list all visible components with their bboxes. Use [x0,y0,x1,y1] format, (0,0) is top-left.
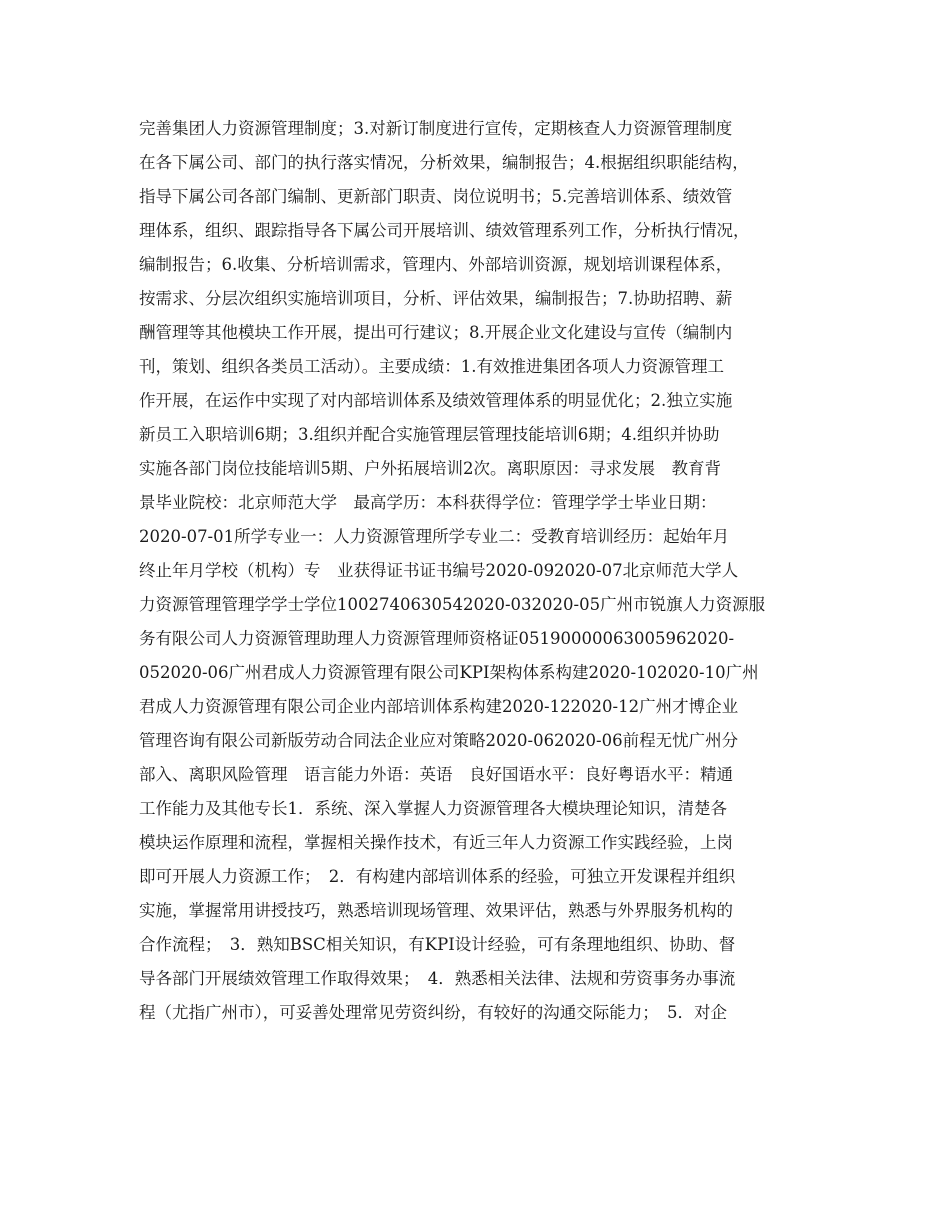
text-line-9: 作开展，在运作中实现了对内部培训体系及绩效管理体系的明显优化；2.独立实施 [139,391,733,410]
text-line-25: 合作流程； 3．熟知BSC相关知识，有KPI设计经验，可有条理地组织、协助、督 [139,935,736,954]
text-line-1: 完善集团人力资源管理制度；3.对新订制度进行宣传，定期核查人力资源管理制度 [139,119,733,138]
text-line-15: 力资源管理管理学学士学位1002740630542020-032020-05广州市锐旗人力资源服 [139,595,766,614]
text-line-7: 酬管理等其他模块工作开展，提出可行建议；8.开展企业文化建设与宣传（编制内 [139,323,733,342]
text-line-10: 新员工入职培训6期；3.组织并配合实施管理层管理技能培训6期；4.组织并协助 [139,425,720,444]
text-line-17: 052020-06广州君成人力资源管理有限公司KPI架构体系构建2020-102020-10广州 [139,663,759,682]
text-line-19: 管理咨询有限公司新版劳动合同法企业应对策略2020-062020-06前程无忧广州分 [139,731,739,750]
text-line-8: 刊，策划、组织各类员工活动）。主要成绩：1.有效推进集团各项人力资源管理工 [139,357,724,376]
text-line-13: 2020-07-01所学专业一：人力资源管理所学专业二：受教育培训经历：起始年月 [139,527,730,546]
text-line-21: 工作能力及其他专长1．系统、深入掌握人力资源管理各大模块理论知识，清楚各 [139,799,727,818]
text-line-16: 务有限公司人力资源管理助理人力资源管理师资格证05190000063005962020- [139,629,735,648]
body-text [139,112,829,1030]
text-line-23: 即可开展人力资源工作； 2．有构建内部培训体系的经验，可独立开发课程并组织 [139,867,736,886]
text-line-12: 景毕业院校：北京师范大学 最高学历：本科获得学位：管理学学士毕业日期： [139,493,717,512]
text-line-26: 导各部门开展绩效管理工作取得效果； 4．熟悉相关法律、法规和劳资事务办事流 [139,969,736,988]
text-line-18: 君成人力资源管理有限公司企业内部培训体系构建2020-122020-12广州才博企业 [139,697,739,716]
text-line-2: 在各下属公司、部门的执行落实情况，分析效果，编制报告；4.根据组织职能结构， [139,153,749,172]
text-line-22: 模块运作原理和流程，掌握相关操作技术，有近三年人力资源工作实践经验，上岗 [139,833,733,852]
text-line-20: 部入、离职风险管理 语言能力外语：英语 良好国语水平：良好粤语水平：精通 [139,765,733,784]
text-line-24: 实施，掌握常用讲授技巧，熟悉培训现场管理、效果评估，熟悉与外界服务机构的 [139,901,733,920]
text-line-11: 实施各部门岗位技能培训5期、户外拓展培训2次。离职原因：寻求发展 教育背 [139,459,721,478]
text-line-3: 指导下属公司各部门编制、更新部门职责、岗位说明书；5.完善培训体系、绩效管 [139,187,733,206]
text-line-4: 理体系，组织、跟踪指导各下属公司开展培训、绩效管理系列工作，分析执行情况， [139,221,750,240]
text-line-14: 终止年月学校（机构）专 业获得证书证书编号2020-092020-07北京师范大学人 [139,561,739,580]
text-line-6: 按需求、分层次组织实施培训项目，分析、评估效果，编制报告；7.协助招聘、薪 [139,289,733,308]
text-line-5: 编制报告；6.收集、分析培训需求，管理内、外部培训资源，规划培训课程体系， [139,255,733,274]
text-line-27: 程（尤指广州市），可妥善处理常见劳资纠纷，有较好的沟通交际能力； 5．对企 [139,1003,727,1022]
